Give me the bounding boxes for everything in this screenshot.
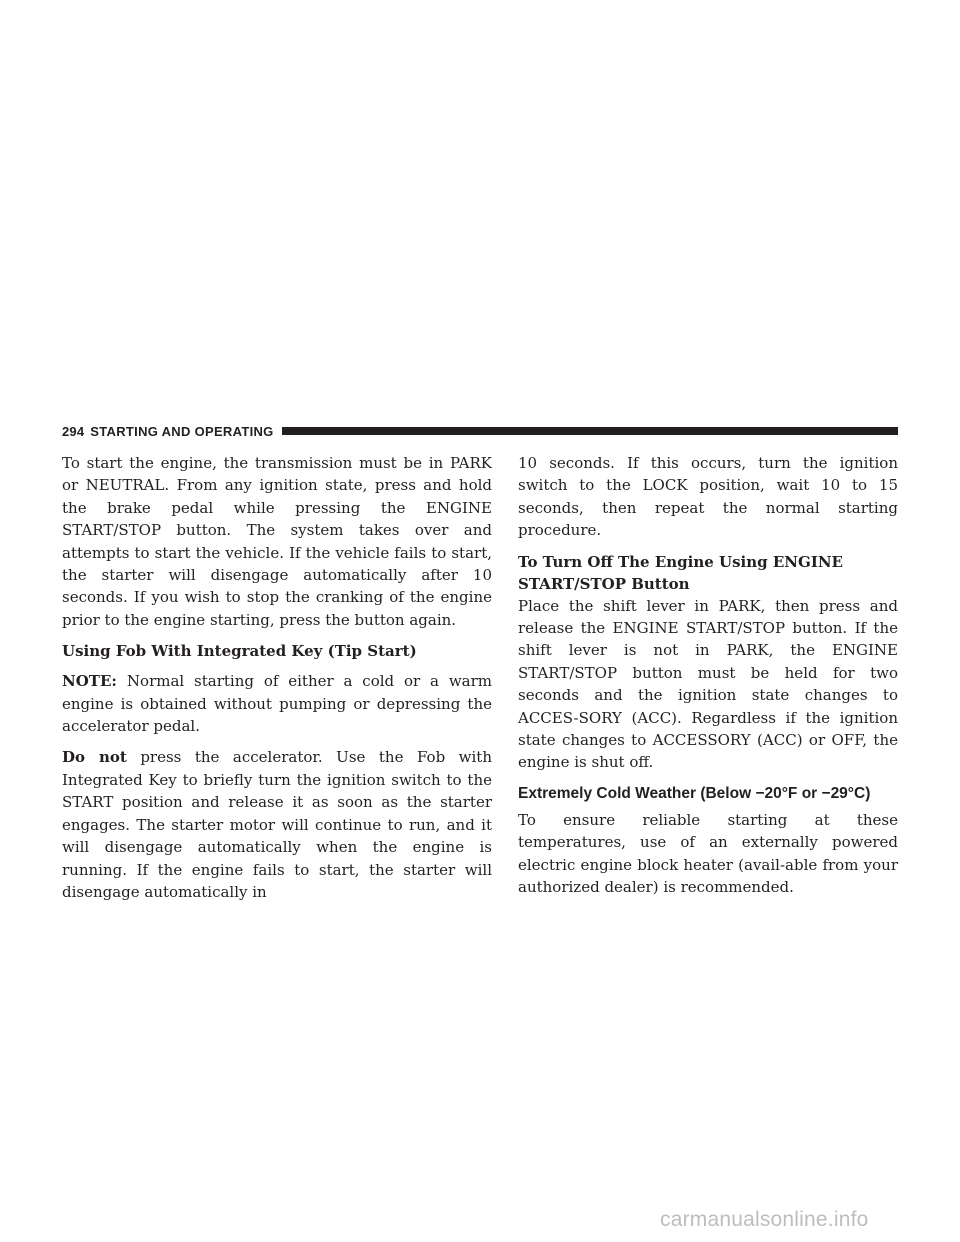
turn-off-heading: [518, 551, 898, 595]
cold-weather-paragraph: To ensure reliable starting at these temperatures, use of an externally powered electric engine block heater (avail-able from your authorized dealer) is recommended.: [518, 810, 898, 897]
note-paragraph: [62, 670, 492, 737]
watermark: carmanualsonline.info: [660, 1208, 869, 1231]
turn-off-heading-line2: START/STOP Button: [518, 574, 690, 593]
donot-label: Do not: [62, 748, 127, 767]
page-number: 294: [62, 423, 85, 439]
donot-text: press the accelerator. Use the Fob with Integrated Key to briefly turn the ignition switch to the START position and release it as soon as the starter engages. The starter motor will continue to run, and it will disengage automatically when the engine is running. If the engine fails to start, the starter will disengage automatically in: [62, 748, 492, 901]
note-text: Normal starting of either a cold or a warm engine is obtained without pumping or depressing the accelerator pedal.: [62, 672, 492, 736]
right-column: [518, 452, 898, 908]
turn-off-heading-line1: To Turn Off The Engine Using ENGINE: [518, 552, 843, 571]
continued-paragraph: 10 seconds. If this occurs, turn the ignition switch to the LOCK position, wait 10 to 15 seconds, then repeat the normal starting procedure.: [518, 454, 898, 540]
tip-start-heading: Using Fob With Integrated Key (Tip Start): [62, 642, 417, 661]
note-label: NOTE:: [62, 672, 117, 691]
header-rule: [282, 427, 898, 435]
page-header: [62, 420, 898, 442]
cold-weather-heading: Extremely Cold Weather (Below −20°F or −29°C): [518, 784, 871, 802]
turn-off-paragraph: Place the shift lever in PARK, then press and release the ENGINE START/STOP button. If the shift lever is not in PARK, the ENGINE START/STOP button must be held for two seconds and the ignition state changes to ACCES-SORY (ACC). Regardless if the ignition state changes to ACCESSORY (ACC) or OFF, the engine is shut off.: [518, 596, 898, 772]
section-title: STARTING AND OPERATING: [90, 423, 274, 439]
donot-paragraph: [62, 746, 492, 903]
intro-paragraph: To start the engine, the transmission must be in PARK or NEUTRAL. From any ignition state, press and hold the brake pedal while pressing the ENGINE START/STOP button. The system takes over and attempts to start the vehicle. If the vehicle fails to start, the starter will disengage automatically after 10 seconds. If you wish to stop the cranking of the engine prior to the engine starting, press the button again.: [62, 454, 492, 629]
left-column: [62, 452, 492, 912]
